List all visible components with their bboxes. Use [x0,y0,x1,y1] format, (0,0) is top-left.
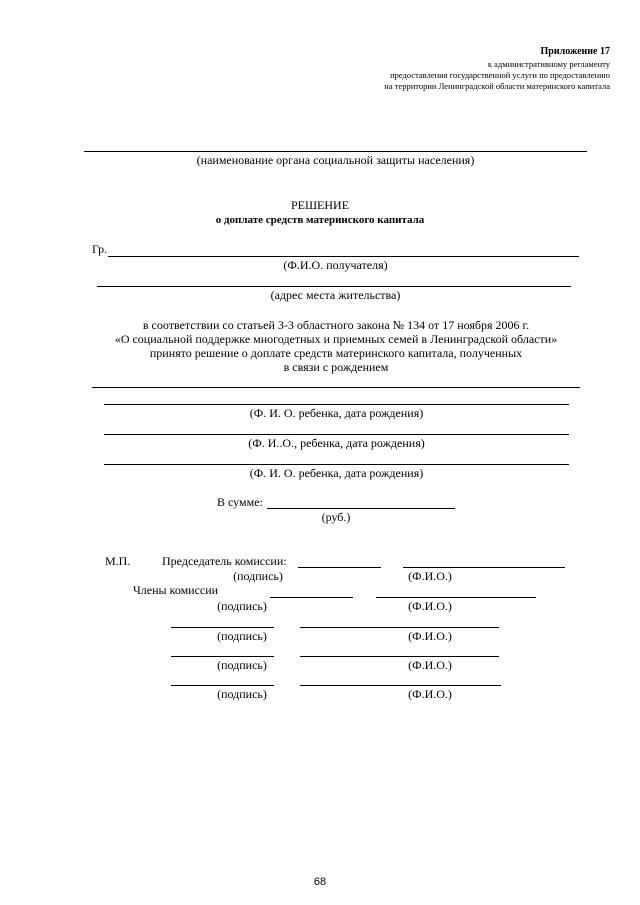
member-1-name-caption: (Ф.И.О.) [408,599,452,613]
body-text-line-1: в соответствии со статьей 3-3 областного закона № 134 от 17 ноября 2006 г. [142,318,530,332]
recipient-name-line [108,256,579,257]
chairman-signature-line [298,567,381,568]
sum-line [267,508,455,509]
member-3-signature-line [171,656,274,657]
chairman-signature-caption: (подпись) [233,569,283,583]
body-text-line-3: принято решение о доплате средств материнского капитала, полученных [149,346,523,360]
chairman-name-caption: (Ф.И.О.) [408,569,452,583]
members-label: Члены комиссии [133,583,219,597]
appendix-title: Приложение 17 [540,46,610,57]
stamp-label: М.П. [105,554,131,568]
sum-unit-caption: (руб.) [321,510,351,524]
sum-label: В сумме: [217,495,263,509]
chairman-label: Председатель комиссии: [162,554,287,568]
chairman-name-line [403,567,565,568]
member-4-signature-caption: (подпись) [217,687,267,701]
appendix-line-3: на территории Ленинградской области материнского капитала [384,81,610,91]
decision-subtitle: о доплате средств материнского капитала [215,214,425,226]
recipient-address-line [97,286,571,287]
member-4-name-caption: (Ф.И.О.) [408,687,452,701]
member-3-name-line [300,656,499,657]
appendix-line-2: предоставления государственной услуги по предоставлению [390,70,610,80]
page-number: 68 [313,876,327,888]
child-caption-2: (Ф. И..О., ребенка, дата рождения) [248,436,425,450]
child-caption-3: (Ф. И. О. ребенка, дата рождения) [249,466,424,480]
recipient-address-caption: (адрес места жительства) [270,288,401,302]
member-1-signature-line [270,597,353,598]
member-4-signature-line [171,685,274,686]
recipient-name-caption: (Ф.И.О. получателя) [283,258,388,272]
member-3-name-caption: (Ф.И.О.) [408,658,452,672]
decision-title: РЕШЕНИЕ [290,198,350,212]
body-text-line-2: «О социальной поддержке многодетных и приемных семей в Ленинградской области» [114,332,558,346]
body-blank-line [92,387,580,388]
member-2-signature-caption: (подпись) [217,629,267,643]
child-line-1 [104,404,569,405]
member-2-name-caption: (Ф.И.О.) [408,629,452,643]
body-text-line-4: в связи с рождением [283,360,389,374]
member-2-name-line [300,627,499,628]
member-4-name-line [300,685,501,686]
child-line-2 [104,434,569,435]
agency-caption: (наименование органа социальной защиты населения) [196,153,475,167]
agency-name-line [84,151,587,152]
appendix-line-1: к административному регламенту [487,59,610,69]
child-caption-1: (Ф. И. О. ребенка, дата рождения) [249,406,424,420]
member-3-signature-caption: (подпись) [217,658,267,672]
member-1-name-line [376,597,536,598]
child-line-3 [104,464,569,465]
member-2-signature-line [171,627,274,628]
member-1-signature-caption: (подпись) [217,599,267,613]
recipient-prefix: Гр. [92,242,108,256]
